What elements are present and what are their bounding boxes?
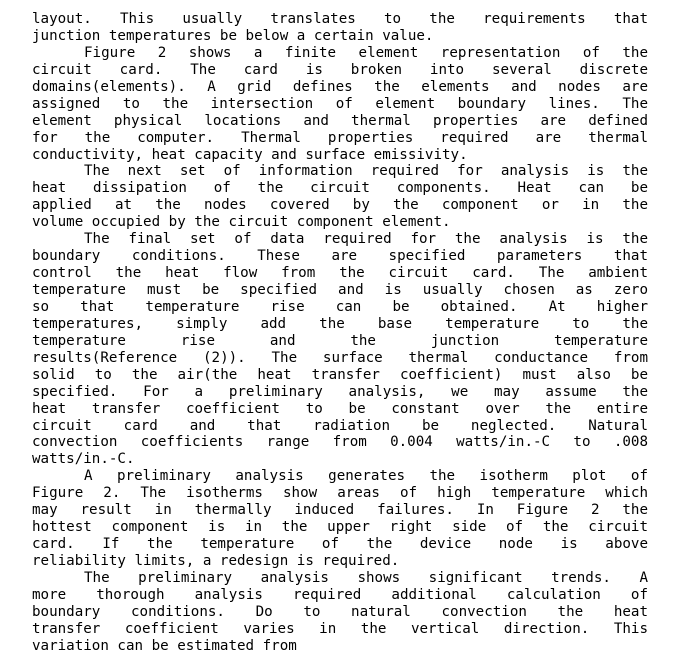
text-line: may result in thermally induced failures. In Figure 2 the [32, 502, 648, 519]
text-line: for the computer. Thermal properties required are thermal [32, 129, 648, 146]
text-line: Figure 2. The isotherms show areas of high temperature which [32, 485, 648, 502]
text-line: transfer coefficient varies in the vertical direction. This [32, 620, 648, 637]
text-line: convection coefficients range from 0.004 watts/in.-C to .008 [32, 434, 648, 451]
text-line: element physical locations and thermal properties are defined [32, 112, 648, 129]
text-line: assigned to the intersection of element boundary lines. The [32, 95, 648, 112]
text-line: boundary conditions. Do to natural convection the heat [32, 603, 648, 620]
text-line: The next set of information required for analysis is the [84, 163, 648, 180]
text-line: solid to the air(the heat transfer coefficient) must also be [32, 366, 648, 383]
text-line: specified. For a preliminary analysis, we may assume the [32, 383, 648, 400]
text-line: results(Reference (2)). The surface thermal conductance from [32, 349, 648, 366]
text-line: temperatures, simply add the base temperature to the [32, 315, 648, 332]
text-line: heat dissipation of the circuit components. Heat can be [32, 180, 648, 197]
text-line: domains(elements). A grid defines the elements and nodes are [32, 78, 648, 95]
text-line: junction temperatures be below a certain value. [32, 27, 434, 44]
text-line: reliability limits, a redesign is required. [32, 553, 400, 569]
text-line: conductivity, heat capacity and surface emissivity. [32, 146, 468, 163]
text-line: watts/in.-C. [32, 451, 135, 468]
text-line: hottest component is in the upper right side of the circuit [32, 519, 648, 536]
text-line: temperature must be specified and is usually chosen as zero [32, 282, 648, 298]
text-line: more thorough analysis required additional calculation of [32, 586, 648, 603]
text-line: A preliminary analysis generates the isotherm plot of [84, 468, 648, 485]
text-line: so that temperature rise can be obtained. At higher [32, 298, 648, 315]
text-line: The final set of data required for the analysis is the [84, 231, 648, 248]
text-line: temperature rise and the junction temperature [32, 332, 648, 349]
text-line: control the heat flow from the circuit card. The ambient [32, 265, 648, 282]
text-line: Figure 2 shows a finite element representation of the [84, 44, 648, 61]
text-line: heat transfer coefficient to be constant over the entire [32, 400, 648, 417]
text-line: applied at the nodes covered by the component or in the [32, 197, 648, 214]
text-line: circuit card. The card is broken into several discrete [32, 61, 648, 78]
text-line: volume occupied by the circuit component element. [32, 214, 451, 231]
text-line: The preliminary analysis shows significant trends. A [84, 569, 648, 586]
text-line: circuit card and that radiation be neglected. Natural [32, 417, 648, 434]
document-page [32, 11, 648, 655]
text-line: variation can be estimated from [32, 637, 297, 654]
text-line: boundary conditions. These are specified parameters that [32, 248, 648, 265]
text-line: layout. This usually translates to the requirements that [32, 11, 648, 27]
text-line: card. If the temperature of the device node is above [32, 536, 648, 553]
